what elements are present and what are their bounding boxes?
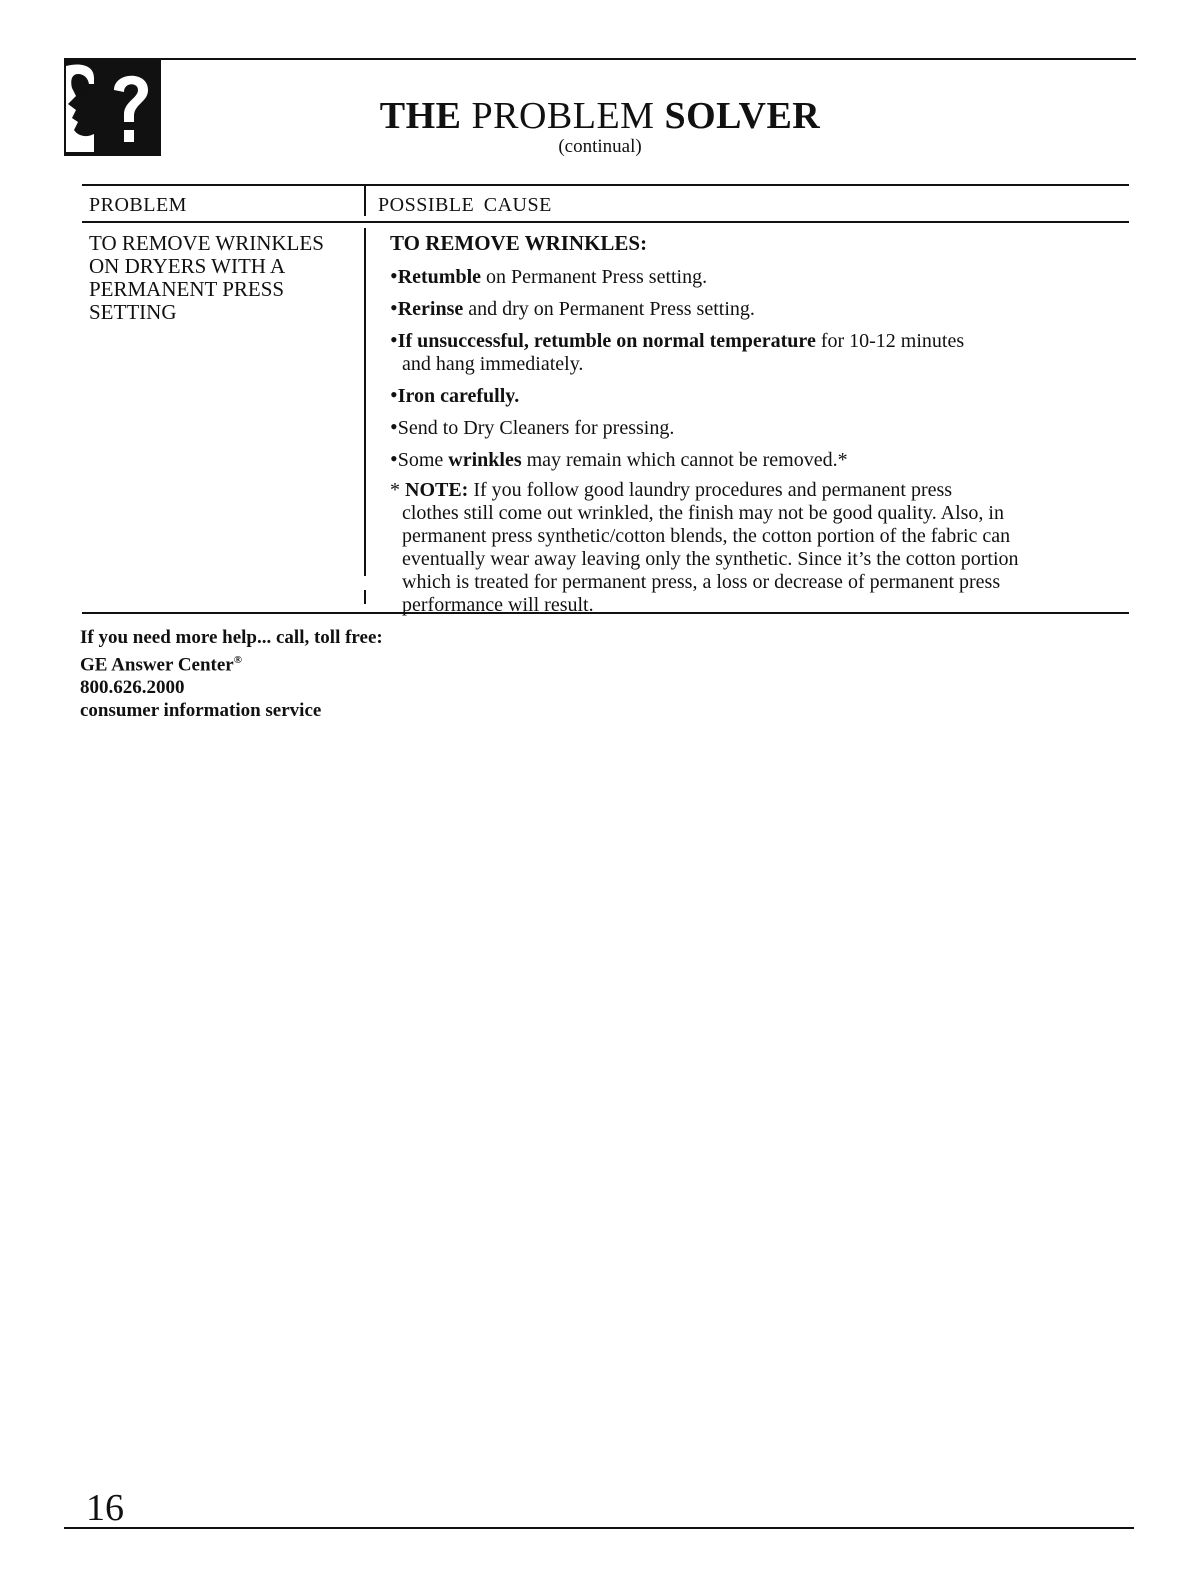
title-regular: PROBLEM xyxy=(461,95,665,137)
answer-center-name: GE Answer Center xyxy=(80,654,234,676)
note-star: * xyxy=(390,479,405,501)
item-continuation: and hang immediately. xyxy=(402,353,584,375)
item-bold: If unsuccessful, retumble on normal temperature xyxy=(397,330,816,352)
item-text: for 10-12 minutes xyxy=(815,330,965,352)
question-mark-face-icon xyxy=(64,60,161,156)
top-rule xyxy=(64,58,1136,60)
page-subtitle: (continual) xyxy=(558,136,642,157)
help-line: consumer information service xyxy=(80,700,322,722)
column-divider-tail xyxy=(364,590,366,604)
page-number: 16 xyxy=(86,1487,124,1529)
list-item xyxy=(390,383,1130,408)
bullet-icon: • xyxy=(390,446,398,471)
list-item xyxy=(390,296,1130,321)
bullet-icon: • xyxy=(390,327,398,352)
note-line: performance will result. xyxy=(402,594,594,616)
problem-line: ON DRYERS WITH A xyxy=(89,254,286,278)
bullet-icon: • xyxy=(390,414,398,439)
cause-heading: TO REMOVE WRINKLES: xyxy=(390,231,648,255)
column-divider xyxy=(364,228,366,576)
column-divider-header xyxy=(364,186,366,216)
list-item xyxy=(390,415,1130,440)
item-bold: Retumble xyxy=(397,266,482,288)
item-bold: Rerinse xyxy=(397,298,464,320)
problem-column-header: PROBLEM xyxy=(89,194,187,216)
title-bold-the: THE xyxy=(379,95,462,137)
registered-mark: ® xyxy=(233,654,242,666)
note-line: permanent press synthetic/cotton blends, the cotton portion of the fabric can xyxy=(402,525,1011,547)
bullet-icon: • xyxy=(390,263,398,288)
problem-line: SETTING xyxy=(89,300,177,324)
problem-line: PERMANENT PRESS xyxy=(89,277,285,301)
title-bold-solver: SOLVER xyxy=(664,95,821,137)
note-line: eventually wear away leaving only the synthetic. Since it’s the cotton portion xyxy=(402,548,1019,570)
item-text: and dry on Permanent Press setting. xyxy=(463,298,755,320)
cause-list xyxy=(390,232,1130,617)
bullet-icon: • xyxy=(390,295,398,320)
table-header-rule xyxy=(82,221,1129,223)
phone-number: 800.626.2000 xyxy=(80,677,185,699)
item-text: Send to Dry Cleaners for pressing. xyxy=(397,417,675,439)
page-title xyxy=(300,95,900,137)
item-text: may remain which cannot be removed.* xyxy=(521,449,848,471)
help-contact xyxy=(80,626,383,722)
help-line xyxy=(80,649,383,676)
cause-column-header: POSSIBLE CAUSE xyxy=(378,194,552,216)
bottom-rule xyxy=(64,1527,1134,1529)
item-bold: wrinkles xyxy=(448,449,522,471)
list-item xyxy=(390,328,1130,376)
note-label: NOTE: xyxy=(405,479,469,501)
problem-description xyxy=(89,232,354,324)
problem-line: TO REMOVE WRINKLES xyxy=(89,231,324,255)
help-line: If you need more help... call, toll free: xyxy=(80,627,383,648)
bullet-icon: • xyxy=(390,382,398,407)
list-item xyxy=(390,447,1130,472)
table-top-rule xyxy=(82,184,1129,186)
note xyxy=(390,479,1130,617)
item-text: on Permanent Press setting. xyxy=(481,266,708,288)
list-item xyxy=(390,264,1130,289)
note-line: If you follow good laundry procedures and permanent press xyxy=(468,479,953,501)
note-line: which is treated for permanent press, a loss or decrease of permanent press xyxy=(402,571,1001,593)
item-text: Some xyxy=(397,449,449,471)
note-line: clothes still come out wrinkled, the finish may not be good quality. Also, in xyxy=(402,502,1004,524)
item-bold: Iron carefully. xyxy=(397,385,520,407)
